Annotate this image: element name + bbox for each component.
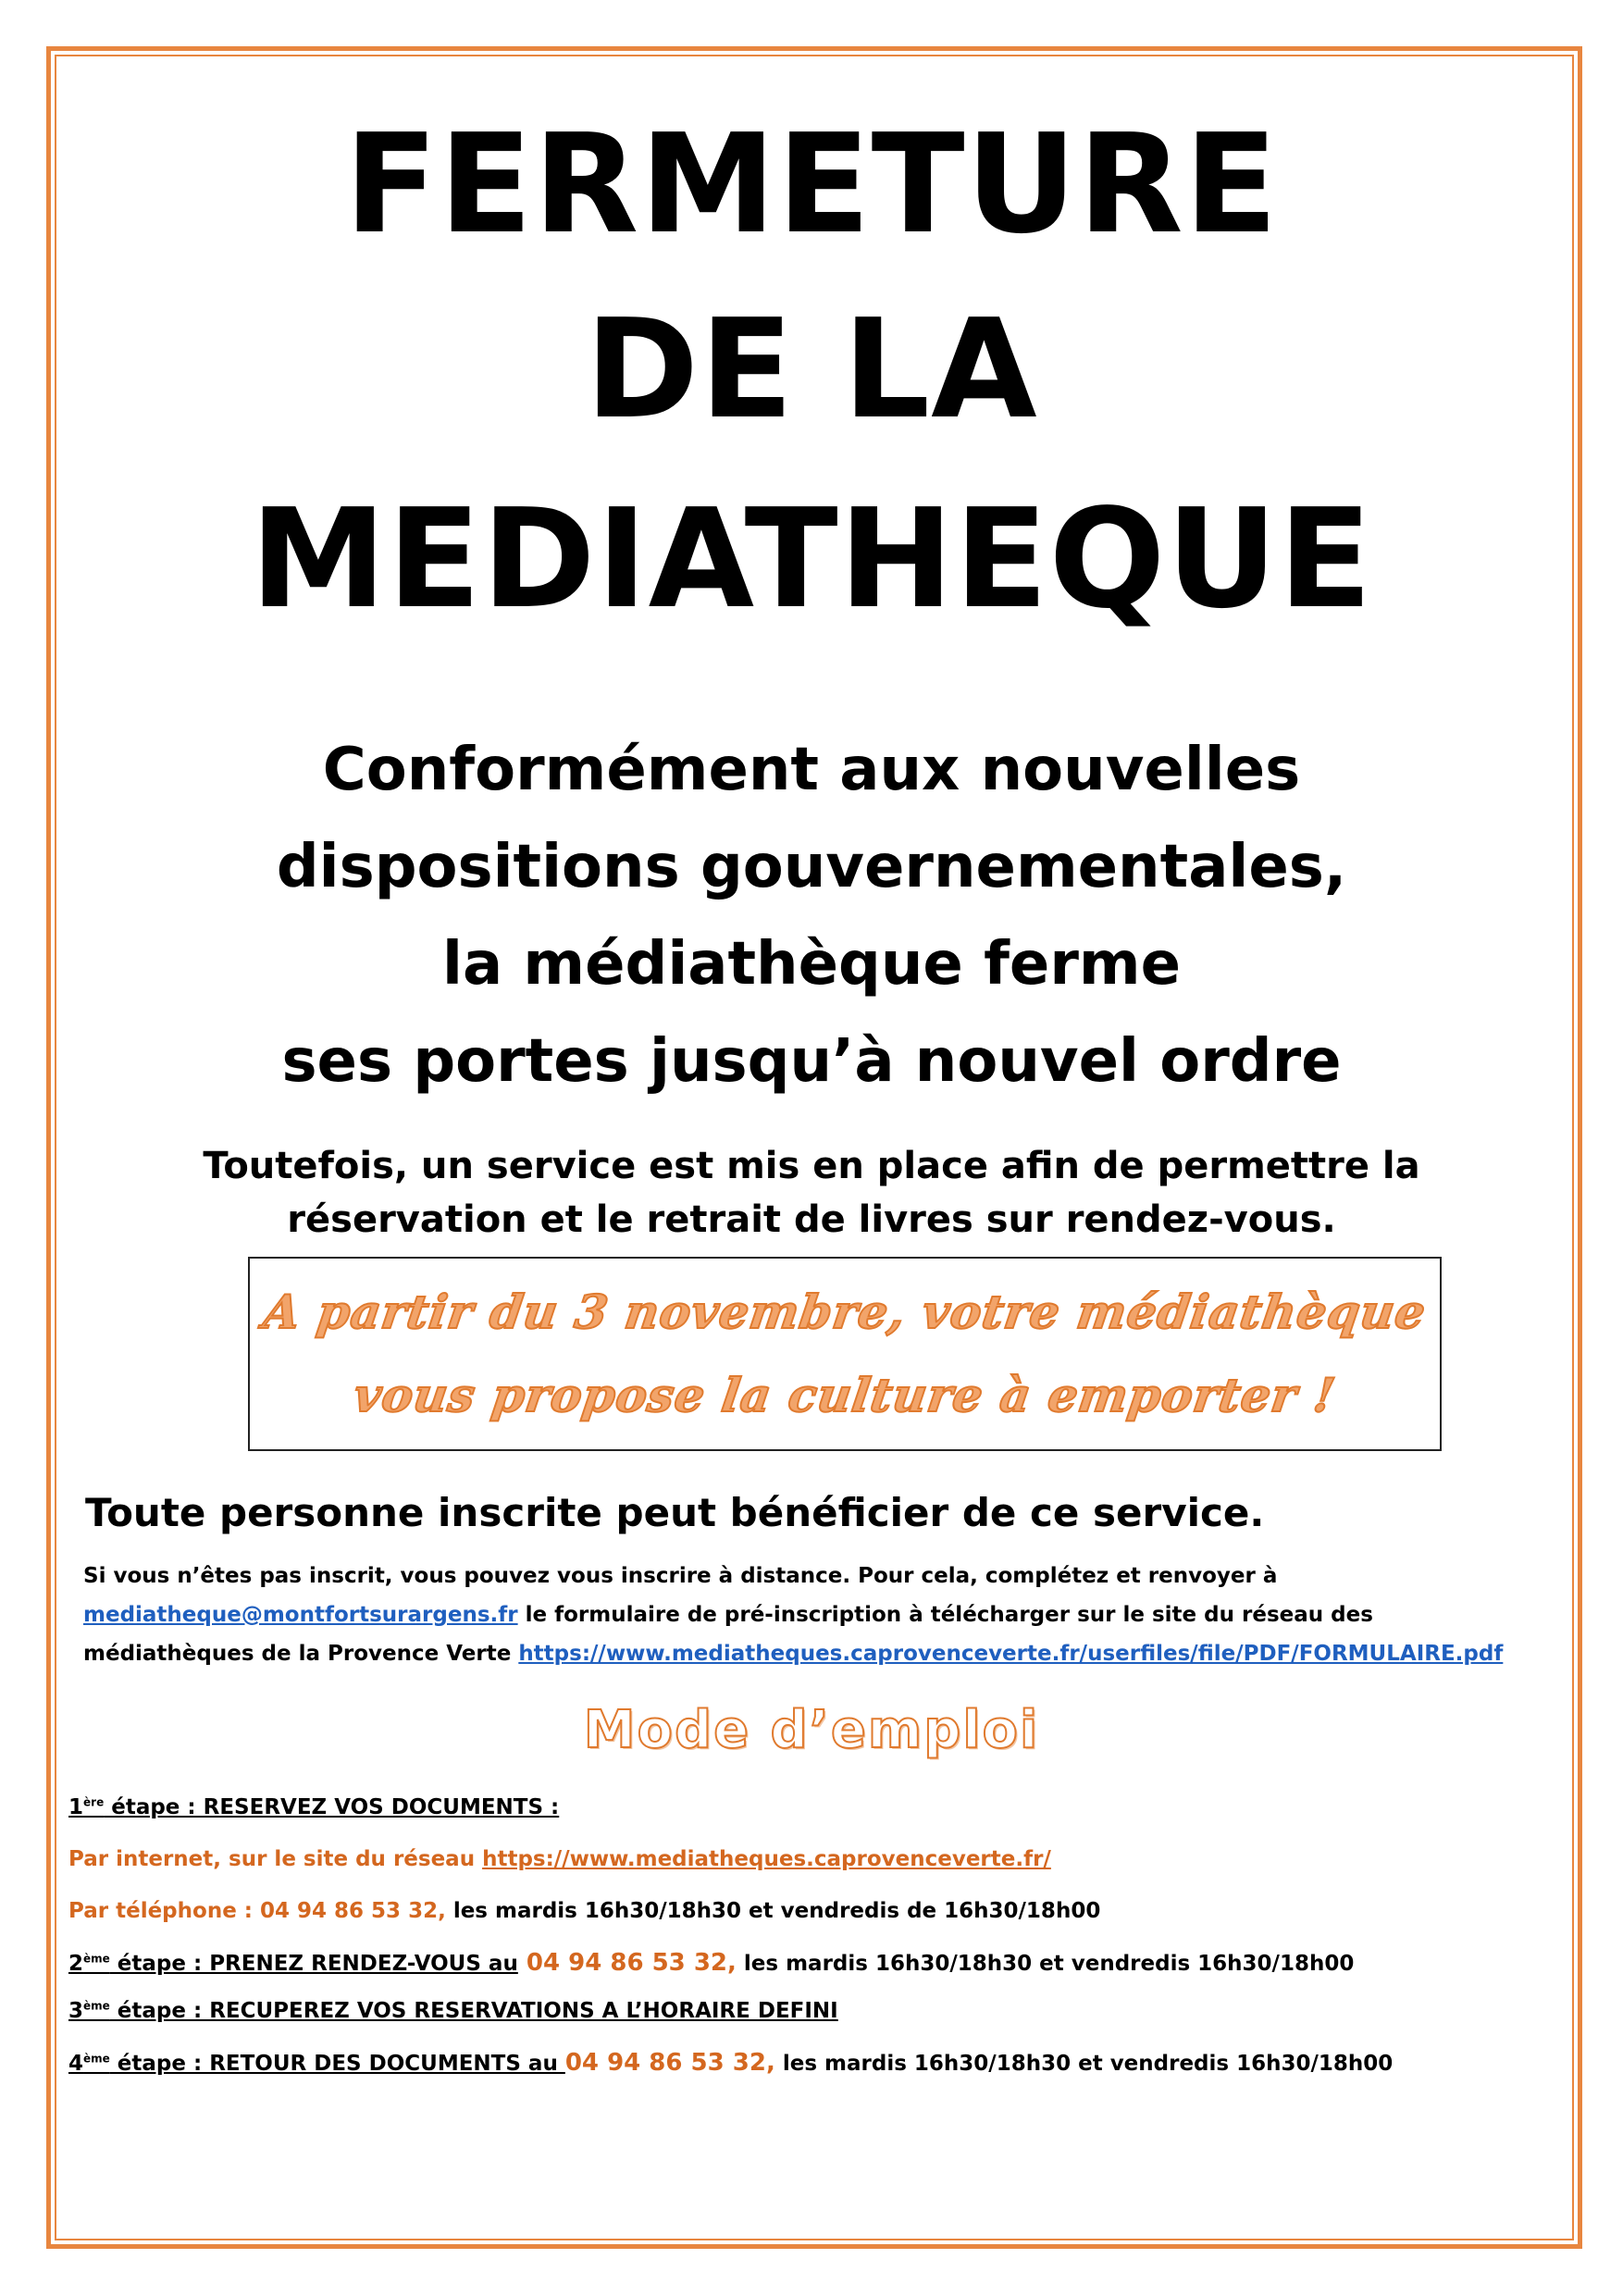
step-2-hours: les mardis 16h30/18h30 et vendredis 16h30/18h00: [736, 1952, 1355, 1976]
subtitle-line-3: la médiathèque ferme: [442, 930, 1181, 999]
step-1-label: 1ère étape : RESERVEZ VOS DOCUMENTS :: [68, 1795, 560, 1819]
email-link[interactable]: mediatheque@montfortsurargens.fr: [83, 1603, 518, 1627]
form-url-link[interactable]: https://www.mediatheques.caprovenceverte.fr/userfiles/file/PDF/FORMULAIRE.pdf: [518, 1642, 1504, 1666]
step-2-phone: 04 94 86 53 32,: [517, 1949, 737, 1977]
service-statement: Toute personne inscrite peut bénéficier de ce service.: [85, 1490, 1265, 1535]
info-line-2: réservation et le retrait de livres sur rendez-vous.: [287, 1198, 1336, 1241]
highlight-line-2: vous propose la culture à emporter !: [350, 1368, 1340, 1422]
network-url-link[interactable]: https://www.mediatheques.caprovenceverte.fr/: [482, 1847, 1051, 1871]
registration-line-2: [83, 1605, 1373, 1626]
highlight-box: [248, 1257, 1442, 1451]
internet-prefix: Par internet, sur le site du réseau: [68, 1847, 483, 1871]
registration-line-3: [83, 1644, 1503, 1665]
highlight-line-1: A partir du 3 novembre, votre médiathèque: [260, 1285, 1430, 1339]
step-4-hours: les mardis 16h30/18h30 et vendredis 16h30/18h00: [774, 2052, 1394, 2076]
subtitle-line-4: ses portes jusqu’à nouvel ordre: [281, 1027, 1342, 1096]
step-3: [68, 2001, 838, 2022]
phone-hours: les mardis 16h30/18h30 et vendredis de 16h30/18h00: [445, 1899, 1101, 1923]
step-3-label: 3ème étape : RECUPEREZ VOS RESERVATIONS A L’HORAIRE DEFINI: [68, 1999, 838, 2023]
step-4-label: 4ème étape : RETOUR DES DOCUMENTS au: [68, 2052, 565, 2076]
title-line-2: DE LA: [585, 290, 1038, 449]
subtitle-line-1: Conformément aux nouvelles: [322, 736, 1301, 804]
title-line-1: FERMETURE: [344, 105, 1279, 264]
step-2: [68, 1951, 1354, 1975]
registration-line-2-text: le formulaire de pré-inscription à télécharger sur le site du réseau des: [517, 1603, 1373, 1627]
subtitle-line-2: dispositions gouvernementales,: [276, 833, 1347, 901]
step-1-internet: [68, 1849, 1051, 1870]
step-1-phone: [68, 1901, 1100, 1922]
step-4: [68, 2051, 1393, 2075]
mode-emploi-heading: Mode d’emploi: [583, 1700, 1040, 1760]
step-4-phone: 04 94 86 53 32,: [564, 2049, 775, 2077]
registration-line-1: Si vous n’êtes pas inscrit, vous pouvez vous inscrire à distance. Pour cela, complétez et renvoyer à: [83, 1564, 1278, 1588]
step-1: [68, 1797, 559, 1818]
phone-prefix: Par téléphone : 04 94 86 53 32,: [68, 1899, 446, 1923]
title-line-3: MEDIATHEQUE: [250, 479, 1373, 639]
step-2-label: 2ème étape : PRENEZ RENDEZ-VOUS au: [68, 1952, 518, 1976]
info-line-1: Toutefois, un service est mis en place afin de permettre la: [203, 1145, 1420, 1187]
registration-line-3-text: médiathèques de la Provence Verte: [83, 1642, 519, 1666]
